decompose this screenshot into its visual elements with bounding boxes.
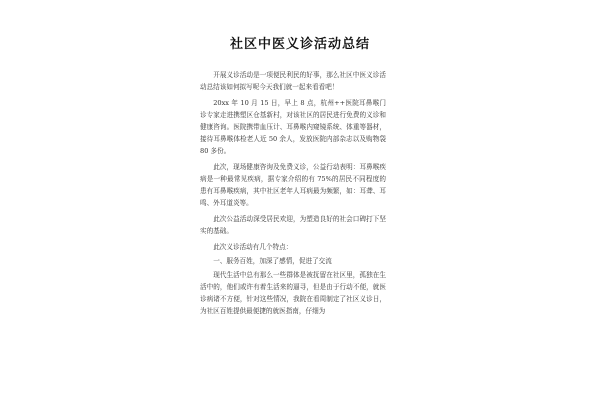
paragraph-intro: 开展义诊活动是一项便民利民的好事，那么社区中医义诊活动总结该如何拟写呢今天我们就一起来看看吧！ (200, 71, 386, 91)
paragraph-feature-one-detail: 现代生活中总有那么一些群体是被抚留在社区里，孤独在生活中的，他们或许有着生活来的逼寻，但是由于行动不便，就医诊病诸不方便，针对这些情况，我院在看周制定了社区义诊日，为社区百姓提供最便捷的就医指南，仔细为 (200, 271, 386, 315)
document-title: 社区中医义诊活动总结 (229, 37, 370, 52)
document-body (200, 69, 386, 321)
paragraph-findings: 此次，现场健康咨询及免费义诊，公益行动表明：耳鼻喉疾病是一种最常见疾病，据专家介绍的有 75%的居民不同程度的患有耳鼻喉疾病，其中社区老年人耳病最为频繁，如：耳聋、耳鸣、外耳道炎等。 (200, 163, 386, 207)
paragraph-features-heading: 此次义诊活动有几个特点： (213, 243, 293, 251)
paragraph-feature-one: 一、服务百姓，加深了感情，促进了交流 (213, 257, 332, 265)
paragraph-event: 20xx 年 10 月 15 日，早上 8 点，杭州++医院耳鼻喉门诊专家走进携塑区仓基新村，对该社区的居民进行免费的义诊和健康咨询。医院携带血压计、耳鼻喉内窥镜系统、体重等器材，接待耳鼻喉体检老人近 50 余人，发放医院内部杂志以及购物袋 80 多份。 (200, 99, 386, 155)
paragraph-reception: 此次公益活动深受居民欢迎，为塑造良好的社会口碑打下坚实的基础。 (200, 215, 386, 235)
